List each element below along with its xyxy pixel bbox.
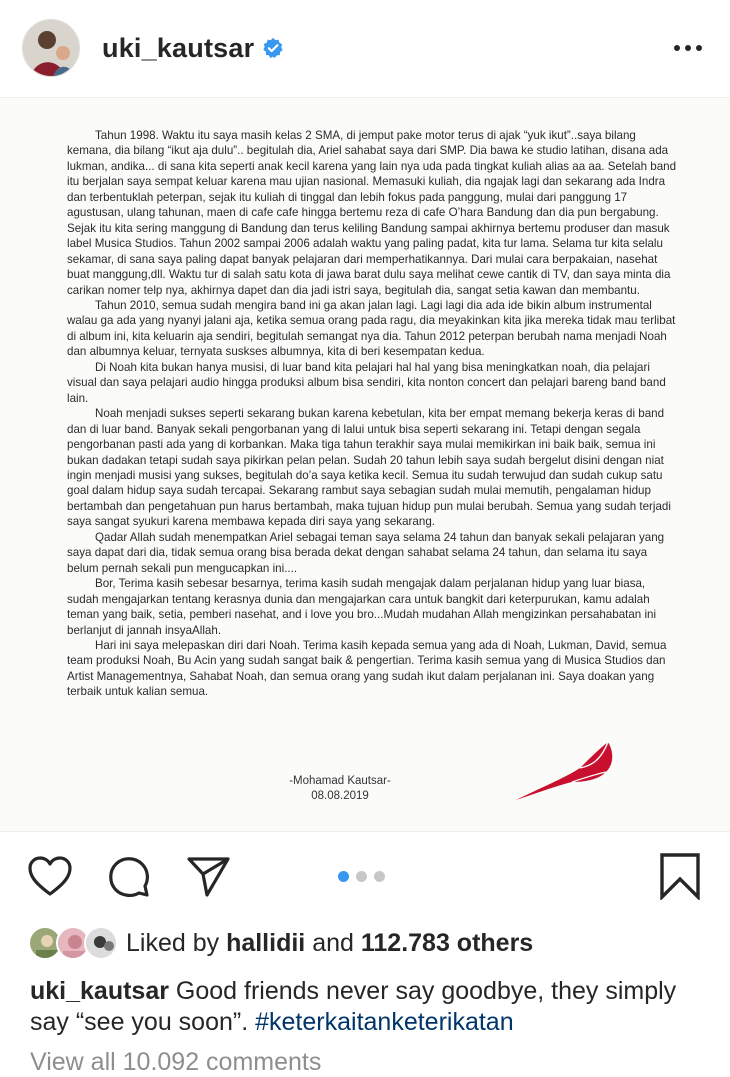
post-header bbox=[0, 0, 730, 96]
likes-count[interactable]: 112.783 others bbox=[360, 928, 534, 957]
caption-username[interactable]: uki_kautsar bbox=[30, 977, 169, 1005]
likes-row[interactable] bbox=[28, 925, 533, 961]
liker-avatars bbox=[28, 926, 120, 960]
heart-icon bbox=[27, 855, 73, 897]
letter-paragraph: Di Noah kita bukan hanya musisi, di luar band kita pelajari hal hal yang bisa meningkatkan noah, dia pelajari visual dan saya pelajari audio hingga produksi album bisa sendiri, kita nonton concert dan pelajari bareng band band lain. bbox=[67, 360, 666, 405]
likes-middle: and bbox=[305, 928, 361, 957]
more-options-icon[interactable] bbox=[670, 30, 706, 66]
likes-text bbox=[126, 929, 533, 958]
carousel-dot bbox=[356, 871, 367, 882]
liker-avatar bbox=[84, 926, 118, 960]
liker-username[interactable]: hallidii bbox=[226, 928, 306, 957]
comment-button[interactable] bbox=[104, 852, 152, 900]
letter-paragraph: Hari ini saya melepaskan diri dari Noah. Terima kasih kepada semua yang ada di Noah, Lukman, David, semua team produksi Noah, Bu Acin yang sudah sangat baik & pengertian. Terima kasih semua yang di Musica Studios dan Artist Managementnya, Sahabat Noah, dan semua orang yang sudah ikut dalam perjalanan ini. Saya doakan yang terbaik untuk kalian semua. bbox=[67, 638, 667, 699]
profile-avatar[interactable] bbox=[22, 19, 80, 77]
carousel-dot-active bbox=[338, 871, 349, 882]
view-all-comments-link[interactable]: View all 10.092 comments bbox=[30, 1048, 322, 1076]
letter-text bbox=[67, 128, 677, 700]
letter-paragraph: Tahun 1998. Waktu itu saya masih kelas 2 SMA, di jemput pake motor terus di ajak “yuk ikut”..saya bilang kemana, dia bilang “ikut aja dulu”.. begitulah dia, Ariel sahabat saya dari SMP. Dia bawa ke studio latihan, disana ada lukman, andika... di sana kita seperti anak kecil karena yang lain nya uda pada tingkat kuliah alias aa aa. Setelah band itu berjalan saya sempat keluar karena mau ujian nasional. Memasuki kuliah, dia ngajak lagi dan sekarang ada Indra dan terbentuklah peterpan, sejak itu kuliah di tinggal dan lebih fokus pada panggung, mulai dari panggung 17 agustusan, ulang tahunan, maen di cafe cafe hingga bertemu reza di cafe O’hara Bandung dan dia pun bergabung. Sejak itu kita sering manggung di Bandung dan terus keliling Bandung sampai akhirnya bertemu produser dan masuk label Musica Studios. Tahun 2002 sampai 2006 adalah waktu yang paling padat, kita tur lama. Selama tur kita selalu sekamar, di sana saya paling dapat banyak pelajaran dari memperhatikannya. Dari mulai cara berpakaian, nasehat buat manggung,dll. Waktu tur di salah satu kota di jawa barat dulu saya melihat cewe cantik di TV, dan saya minta dia carikan nomer telp nya, akhirnya dapet dan dia jadi istri saya, begitulah dia, sangat setia kawan dan membantu. bbox=[67, 129, 677, 297]
post-actions bbox=[0, 840, 730, 910]
caption-hashtag[interactable]: #keterkaitanketerikatan bbox=[255, 1008, 514, 1036]
header-username[interactable]: uki_kautsar bbox=[102, 32, 255, 63]
letter-paragraph: Bor, Terima kasih sebesar besarnya, terima kasih sudah mengajak dalam perjalanan hidup yang luar biasa, sudah mengajarkan tentang kerasnya dunia dan mengajarkan cara untuk bangkit dari keterpurukan, kamu adalah teman yang baik, setia, pemberi nasehat, and i love you bro...Mudah mudahan Allah mengizinkan persahabatan ini berlanjut di jannah insyaAllah. bbox=[67, 577, 657, 637]
signature-date: 08.08.2019 bbox=[311, 790, 369, 802]
signature-mark-icon bbox=[510, 738, 620, 808]
caption-text: Good friends never say goodbye, they simply say “see you soon”. bbox=[30, 977, 677, 1036]
carousel-indicator bbox=[338, 871, 385, 882]
send-icon bbox=[185, 853, 231, 899]
letter-paragraph: Tahun 2010, semua sudah mengira band ini ga akan jalan lagi. Lagi lagi dia ada ide bikin album instrumental walau ga ada yang nyanyi jalani aja, ketika semua orang pada ragu, dia meyakinkan kita jika mereka tidak mau terlibat di album ini, kita keluarin aja sendiri, begitulah semangat nya dia. Tahun 2012 peterpan berubah nama menjadi Noah dan albumnya keluar, ternyata suskses albumnya, kita di beri kesempatan kedua. bbox=[67, 298, 676, 359]
letter-paragraph: Noah menjadi sukses seperti sekarang bukan karena kebetulan, kita ber empat memang bekerja keras di band dan di luar band. Banyak sekali pengorbanan yang di lalui untuk bisa seperti sekarang ini. Tetapi dengan segala pengorbanan pasti ada yang di korbankan. Maka tiga tahun terakhir saya mulai memikirkan ini baik baik, semua ini bukan dadakan tetapi sudah saya pikirkan pelan pelan. Sudah 20 tahun lebih saya sudah bergelut disini dengan niat ingin menjadi musisi yang sukses, begitulah do’a saya ketika kecil. Semua itu sudah terwujud dan sudah cukup satu goal dalam hidup saya sudah tercapai. Sekarang rambut saya sebagian sudah mulai memutih, pengalaman hidup bertambah dan pengetahuan pun harus bertambah, maka tujuan hidup pun mulai berubah. Semua yang sudah terjadi saya sangat syukuri karena membawa kepada diri saya yang sekarang. bbox=[67, 407, 671, 529]
like-button[interactable] bbox=[26, 852, 74, 900]
verified-badge-icon bbox=[262, 37, 284, 59]
likes-prefix: Liked by bbox=[126, 928, 227, 957]
save-button[interactable] bbox=[656, 852, 704, 900]
signature-name: -Mohamad Kautsar- bbox=[289, 775, 391, 787]
carousel-dot bbox=[374, 871, 385, 882]
post-caption bbox=[30, 976, 710, 1038]
letter-paragraph: Qadar Allah sudah menempatkan Ariel sebagai teman saya selama 24 tahun dan banyak sekali pelajaran yang saya dapat dari dia, tidak semua orang bisa berada dekat dengan sahabat selama 24 tahun, dan selama itu saya belum pernah sekali pun mengucapkan ini.... bbox=[67, 530, 665, 575]
bookmark-icon bbox=[658, 852, 702, 900]
post-image[interactable] bbox=[0, 97, 730, 832]
comment-icon bbox=[105, 853, 151, 899]
share-button[interactable] bbox=[184, 852, 232, 900]
